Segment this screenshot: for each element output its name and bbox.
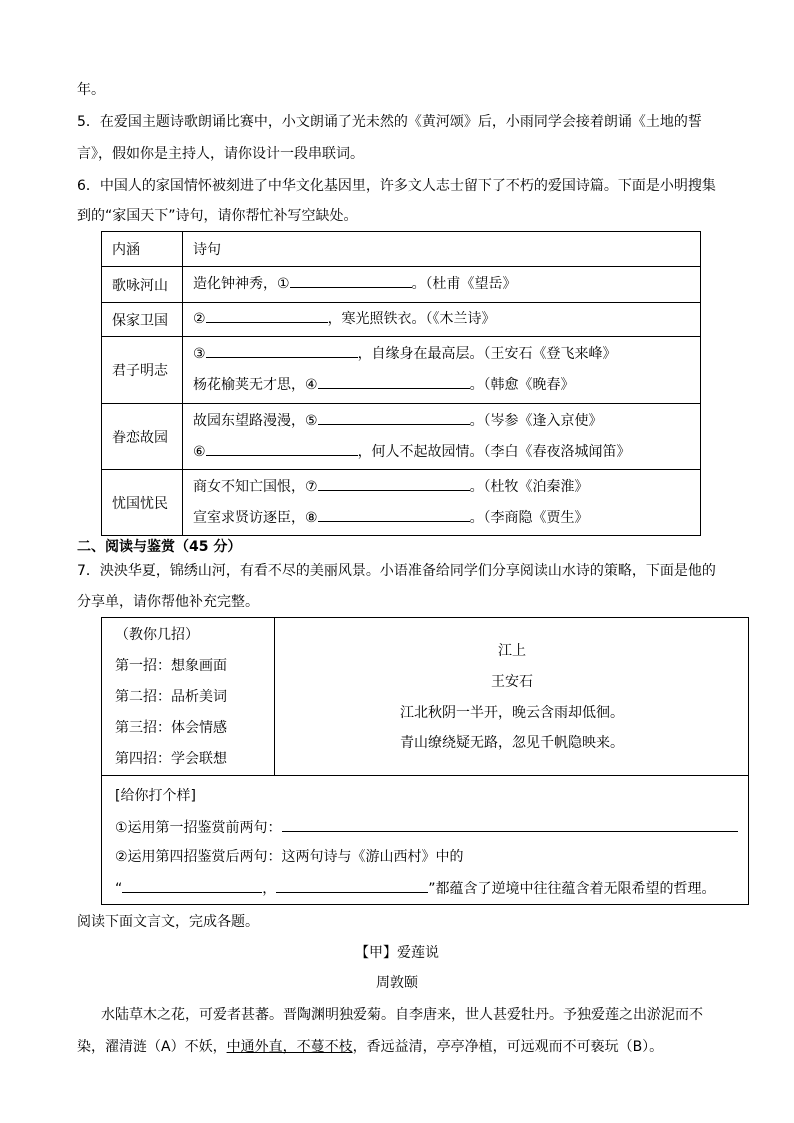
example-title: [给你打个样]	[115, 788, 196, 804]
passage-text: 染，濯清涟（A）不妖，	[77, 1039, 227, 1055]
example-1-text: ①运用第一招鉴赏前两句：	[115, 820, 282, 836]
verse-line	[193, 339, 690, 370]
answer-blank[interactable]	[318, 409, 470, 425]
answer-blank[interactable]	[206, 307, 328, 323]
example-2: ②运用第四招鉴赏后两句：这两句诗与《游山西村》中的	[115, 849, 464, 865]
answer-blank[interactable]	[122, 877, 262, 893]
tip-item: 第三招：体会情感	[115, 720, 227, 736]
comma: ，	[262, 881, 277, 897]
table-row	[102, 337, 701, 404]
verse-cell	[183, 404, 701, 470]
verse-cell	[183, 337, 701, 404]
passage-author: 周敦颐	[376, 975, 418, 991]
question-7-line-1: 7．泱泱华夏，锦绣山河，有看不尽的美丽风景。小语准备给同学们分享阅读山水诗的策略，下面是他的	[77, 563, 716, 579]
verse-line	[193, 304, 690, 335]
passage-line-1: 水陆草木之花，可爱者甚蕃。晋陶渊明独爱菊。自李唐来，世人甚爱牡丹。予独爱莲之出淤泥而不	[101, 1007, 703, 1023]
verse-cell	[183, 267, 701, 303]
answer-blank[interactable]	[290, 272, 412, 288]
verse-source: 。（李商隐《贾生》	[469, 509, 589, 526]
theme-cell: 保家卫国	[102, 303, 183, 337]
theme-cell: 眷恋故园	[102, 404, 183, 470]
tip-item: 第一招：想象画面	[115, 658, 227, 674]
verse-cell	[183, 303, 701, 337]
theme-cell: 忧国忧民	[102, 470, 183, 536]
theme-cell: 歌咏河山	[102, 267, 183, 303]
poem-fill-table	[101, 231, 701, 536]
blank-number: ⑥	[193, 443, 206, 460]
tip-item: 第二招：品析美词	[115, 689, 227, 705]
verse-text: 造化钟神秀，	[193, 276, 277, 292]
table-row	[102, 303, 701, 337]
example-3	[115, 877, 716, 899]
verse-text: 宣室求贤访逐臣，	[193, 509, 305, 526]
answer-blank[interactable]	[276, 877, 428, 893]
question-7-line-2: 分享单，请你帮他补充完整。	[77, 594, 259, 610]
verse-source: ，何人不起故园情。（李白《春夜洛城闻笛》	[357, 443, 631, 460]
poem-line: 江北秋阴一半开，晚云含雨却低徊。	[400, 705, 624, 721]
underlined-phrase: 中通外直，不蔓不枝	[226, 1039, 353, 1055]
verse-line	[193, 370, 690, 401]
passage-text: ，香远益清，亭亭净植，可远观而不可亵玩（B）。	[352, 1039, 664, 1055]
table-header-row	[102, 232, 701, 267]
blank-number: ②	[193, 311, 206, 327]
answer-blank[interactable]	[206, 342, 358, 358]
verse-source: ，自缘身在最高层。（王安石《登飞来峰》	[357, 346, 617, 362]
quote-open: “	[115, 881, 123, 897]
passage-title: 【甲】爱莲说	[355, 945, 439, 961]
theme-cell: 君子明志	[102, 337, 183, 404]
verse-line	[193, 472, 690, 503]
blank-number: ①	[277, 276, 290, 292]
verse-cell	[183, 470, 701, 536]
verse-source: ，寒光照铁衣。（《木兰诗》	[327, 311, 496, 327]
verse-source: 。（岑参《逢入京使》	[469, 412, 603, 429]
blank-number: ⑦	[305, 478, 318, 495]
verse-text: 商女不知亡国恨，	[193, 478, 305, 495]
question-5-line-2: 言》，假如你是主持人，请你设计一段串联词。	[77, 146, 364, 162]
answer-blank[interactable]	[318, 475, 470, 491]
poem-title: 江上	[498, 643, 526, 659]
share-sheet-table	[101, 617, 749, 905]
table-row	[102, 404, 701, 470]
verse-text: 杨花榆荚无才思，	[193, 377, 305, 393]
answer-blank[interactable]	[318, 506, 470, 522]
answer-blank[interactable]	[206, 440, 358, 456]
answer-blank[interactable]	[282, 816, 738, 832]
verse-source: 。（杜牧《泊秦淮》	[469, 478, 589, 495]
verse-source: 。（韩愈《晚春》	[469, 377, 575, 393]
tips-cell	[102, 618, 275, 776]
table-row	[102, 470, 701, 536]
question-6-line-2: 到的“家国天下”诗句，请你帮忙补写空缺处。	[77, 208, 358, 224]
blank-number: ⑧	[305, 509, 318, 526]
tips-title: （教你几招）	[115, 627, 199, 643]
blank-number: ③	[193, 346, 206, 362]
blank-number: ④	[305, 377, 318, 393]
question-6-line-1: 6．中国人的家国情怀被刻进了中华文化基因里，许多文人志士留下了不朽的爱国诗篇。下面是小明搜集	[77, 178, 716, 194]
verse-line	[193, 437, 690, 468]
verse-line	[193, 503, 690, 534]
blank-number: ⑤	[305, 412, 318, 429]
header-cell: 内涵	[102, 232, 183, 267]
answer-blank[interactable]	[318, 373, 470, 389]
table-row	[102, 267, 701, 303]
question-5-line-1: 5．在爱国主题诗歌朗诵比赛中，小文朗诵了光未然的《黄河颂》后，小雨同学会接着朗诵《土地的誓	[77, 114, 702, 130]
verse-text: 故园东望路漫漫，	[193, 412, 305, 429]
poem-author: 王安石	[491, 674, 533, 690]
example-1	[115, 816, 738, 838]
example-3-text: ”都蕴含了逆境中往往蕴含着无限希望的哲理。	[428, 881, 716, 897]
poem-line: 青山缭绕疑无路，忽见千帆隐映来。	[400, 735, 624, 751]
text-line: 年。	[77, 82, 105, 98]
tip-item: 第四招：学会联想	[115, 751, 227, 767]
poem-cell	[275, 618, 749, 776]
section-heading: 二、阅读与鉴赏（45 分）	[77, 539, 242, 555]
reading-intro: 阅读下面文言文，完成各题。	[77, 914, 259, 930]
verse-source: 。（杜甫《望岳》	[411, 276, 517, 292]
header-cell: 诗句	[183, 232, 701, 267]
verse-line	[193, 269, 690, 300]
passage-line-2	[77, 1037, 747, 1057]
verse-line	[193, 406, 690, 437]
